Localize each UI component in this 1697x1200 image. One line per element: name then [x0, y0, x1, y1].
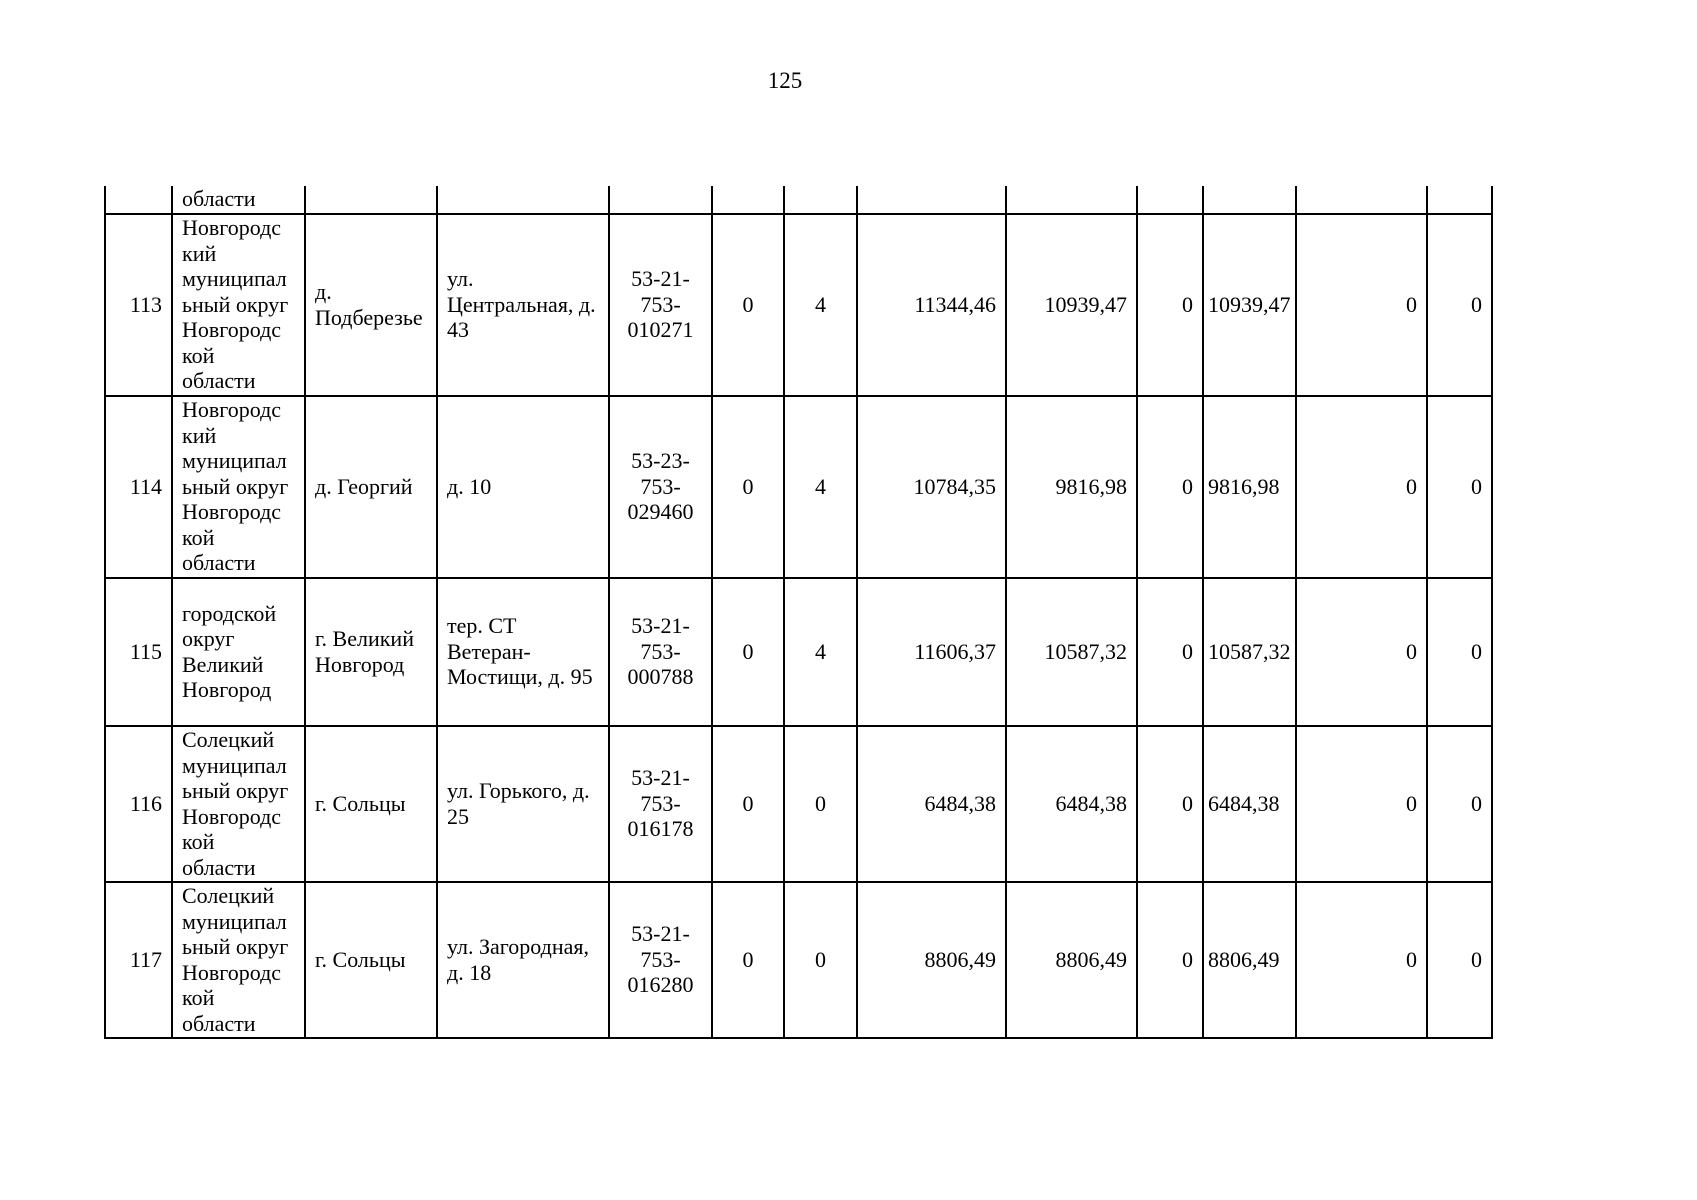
col13-cell: 0	[1427, 882, 1492, 1038]
settlement-cell: г. Сольцы	[305, 882, 437, 1038]
col8-cell: 11606,37	[857, 578, 1006, 726]
col6-cell: 0	[712, 882, 784, 1038]
row-number-cell: 113	[105, 214, 172, 396]
col9-cell: 10587,32	[1006, 578, 1137, 726]
col8-cell: 10784,35	[857, 396, 1006, 578]
cadastral-code-cell: 53-21- 753- 016178	[609, 726, 712, 882]
col10-cell: 0	[1137, 882, 1203, 1038]
col12-cell: 0	[1296, 214, 1427, 396]
col9-cell: 8806,49	[1006, 882, 1137, 1038]
col13-cell: 0	[1427, 726, 1492, 882]
row-number-cell: 115	[105, 578, 172, 726]
address-cell: ул. Горького, д. 25	[437, 726, 609, 882]
col9-cell: 10939,47	[1006, 214, 1137, 396]
col8-cell: 6484,38	[857, 726, 1006, 882]
col9-cell: 6484,38	[1006, 726, 1137, 882]
col12-cell: 0	[1296, 396, 1427, 578]
table-row	[105, 578, 1492, 726]
table-row	[105, 396, 1492, 578]
cadastral-code-cell: 53-21- 753- 000788	[609, 578, 712, 726]
row-number-cell: 114	[105, 396, 172, 578]
col8-cell: 11344,46	[857, 214, 1006, 396]
municipality-cell: городской округ Великий Новгород	[172, 578, 305, 726]
col6-cell: 0	[712, 726, 784, 882]
row-number-cell: 116	[105, 726, 172, 882]
settlement-cell: д. Георгий	[305, 396, 437, 578]
table-row	[105, 726, 1492, 882]
col11-cell: 6484,38	[1203, 726, 1296, 882]
col10-cell: 0	[1137, 214, 1203, 396]
col8-cell: 8806,49	[857, 882, 1006, 1038]
col7-cell: 0	[784, 726, 857, 882]
settlement-cell: г. Сольцы	[305, 726, 437, 882]
col6-cell: 0	[712, 578, 784, 726]
col12-cell: 0	[1296, 578, 1427, 726]
address-cell: тер. СТ Ветеран- Мостищи, д. 95	[437, 578, 609, 726]
address-cell: ул. Загородная, д. 18	[437, 882, 609, 1038]
cadastral-code-cell: 53-21- 753- 016280	[609, 882, 712, 1038]
col11-cell: 10587,32	[1203, 578, 1296, 726]
municipality-cell: Солецкий муниципал ьный округ Новгородс кой области	[172, 882, 305, 1038]
col7-cell: 0	[784, 882, 857, 1038]
col9-cell: 9816,98	[1006, 396, 1137, 578]
municipality-cell: Новгородс кий муниципал ьный округ Новгородс кой области	[172, 396, 305, 578]
col6-cell: 0	[712, 396, 784, 578]
col7-cell: 4	[784, 396, 857, 578]
continuation-cell: области	[172, 186, 305, 214]
cadastral-code-cell: 53-21- 753- 010271	[609, 214, 712, 396]
col11-cell: 9816,98	[1203, 396, 1296, 578]
table-row	[105, 882, 1492, 1038]
municipality-cell: Новгородс кий муниципал ьный округ Новгородс кой области	[172, 214, 305, 396]
col12-cell: 0	[1296, 882, 1427, 1038]
address-cell: ул. Центральная, д. 43	[437, 214, 609, 396]
municipality-cell: Солецкий муниципал ьный округ Новгородс кой области	[172, 726, 305, 882]
page-number: 125	[767, 68, 803, 93]
col10-cell: 0	[1137, 396, 1203, 578]
col7-cell: 4	[784, 578, 857, 726]
col13-cell: 0	[1427, 214, 1492, 396]
col11-cell: 8806,49	[1203, 882, 1296, 1038]
cadastral-code-cell: 53-23- 753- 029460	[609, 396, 712, 578]
table-row	[105, 214, 1492, 396]
col10-cell: 0	[1137, 726, 1203, 882]
col7-cell: 4	[784, 214, 857, 396]
settlement-cell: г. Великий Новгород	[305, 578, 437, 726]
continuation-row	[105, 186, 1492, 214]
settlement-cell: д. Подберезье	[305, 214, 437, 396]
col10-cell: 0	[1137, 578, 1203, 726]
data-table	[104, 186, 1493, 1039]
row-number-cell: 117	[105, 882, 172, 1038]
col11-cell: 10939,47	[1203, 214, 1296, 396]
address-cell: д. 10	[437, 396, 609, 578]
col13-cell: 0	[1427, 578, 1492, 726]
col6-cell: 0	[712, 214, 784, 396]
col13-cell: 0	[1427, 396, 1492, 578]
col12-cell: 0	[1296, 726, 1427, 882]
